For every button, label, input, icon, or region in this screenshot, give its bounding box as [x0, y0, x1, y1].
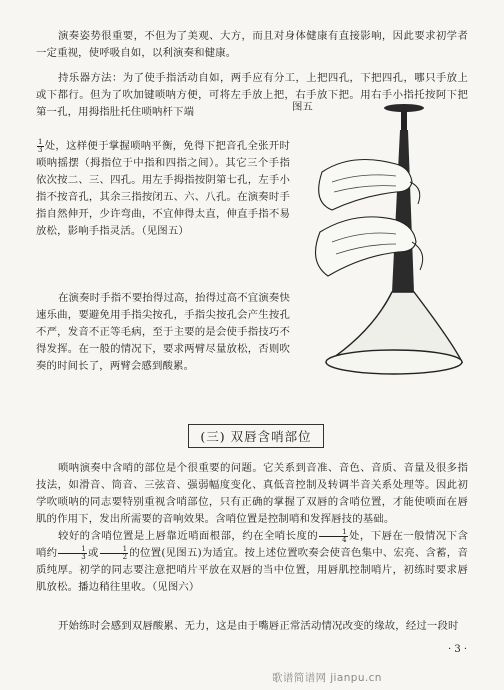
holding-method-text-a: 持乐器方法：为了使手指活动自如，两手应有分工，上把四孔，下把四孔，哪只手放上或下都行。但为了吹加键唢呐方便，可将左手放上把，右手放下把。用右手小指托按阿下把第一孔，用拇指肚托住唢呐杆下端 [36, 72, 468, 118]
figure-suona-hands [292, 92, 472, 382]
paragraph-finger-height: 在演奏时手指不要抬得过高，抬得过高不宜演奏快速乐曲，要避免用手指尖按孔，手指尖按孔会产生按孔不严，发音不正等毛病，至于主要的是会使手指技巧不得发挥。在一般的情况下，要求两臂尽量放松，否则吹奏的时间长了，两臂会感到酸累。 [36, 292, 290, 372]
fraction-one-quarter: $\frac{1}{4}$ [319, 529, 348, 544]
paragraph-lip-position: 较好的含哨位置是上唇靠近哨面根部，约在全哨长度的 $\frac{1}{4}$ 处，下唇在一般情况下含哨约 $\frac{1}{3}$ 或 $\frac{1}{2}$ 的位置(见图五)为适宜。按上述位置吹奏会使音色集中、宏亮、含蓄，音质纯厚。初学的同志要注意把哨片平放在双唇的当中位置，用唇肌控制哨片，初练时要求唇肌放松。播边稍往里收。（见图六） [36, 527, 468, 593]
paragraph-posture: 演奏姿势很重要，不但为了美观、大方，而且对身体健康有直接影响，因此要求初学者一定重视，使呼吸自如，以利演奏和健康。 [36, 30, 468, 59]
site-watermark: 歌谱简谱网 jianpu.cn [272, 672, 382, 684]
holding-method-text-b: 处，这样便于掌握唢呐平衡，免得下把音孔全张开时唢呐摇摆（拇指位于中指和四指之间）。其它三个手指依次按二、三、四孔。用左手拇指按阴第七孔，左手小指不按音孔，其余三指按闭五、六、八孔。在演奏时手指自然伸开，少许弯曲，不宜伸得太直，伸直手指不易放松，影响手指灵活。（见图五） [36, 140, 290, 237]
section-heading: (三) 双唇含哨部位 [188, 424, 324, 448]
suona-illustration [292, 92, 472, 382]
fraction-one-third-b: $\frac{1}{3}$ [58, 546, 87, 561]
paragraph-practice: 开始练时会感到双唇酸累、无力，这是由于嘴唇正常活动情况改变的缘故，经过一段时 [58, 620, 459, 632]
fraction-one-half: $\frac{1}{2}$ [100, 546, 129, 561]
fraction-one-third: $\frac{1}{3}$ [38, 137, 43, 154]
page-number: · 3 · [448, 644, 468, 655]
figure-label: 图五 [292, 101, 313, 113]
paragraph-holding-method-cont [36, 138, 290, 240]
paragraph-reed-position: 唢呐演奏中含哨的部位是个很重要的问题。它关系到音准、音色、音质、音量及很多指技法，如滑音、筒音、三弦音、强弱幅度变化、真低音控制及转调半音关系处理等。因此初学吹唢呐的同志要特别重视含哨部位，只有正确的掌握了双唇的含哨位置，才能使唢面在唇肌的作用下，发出所需要的音响效果。含哨位置是控制哨和发挥唇技的基础。 [36, 462, 468, 525]
